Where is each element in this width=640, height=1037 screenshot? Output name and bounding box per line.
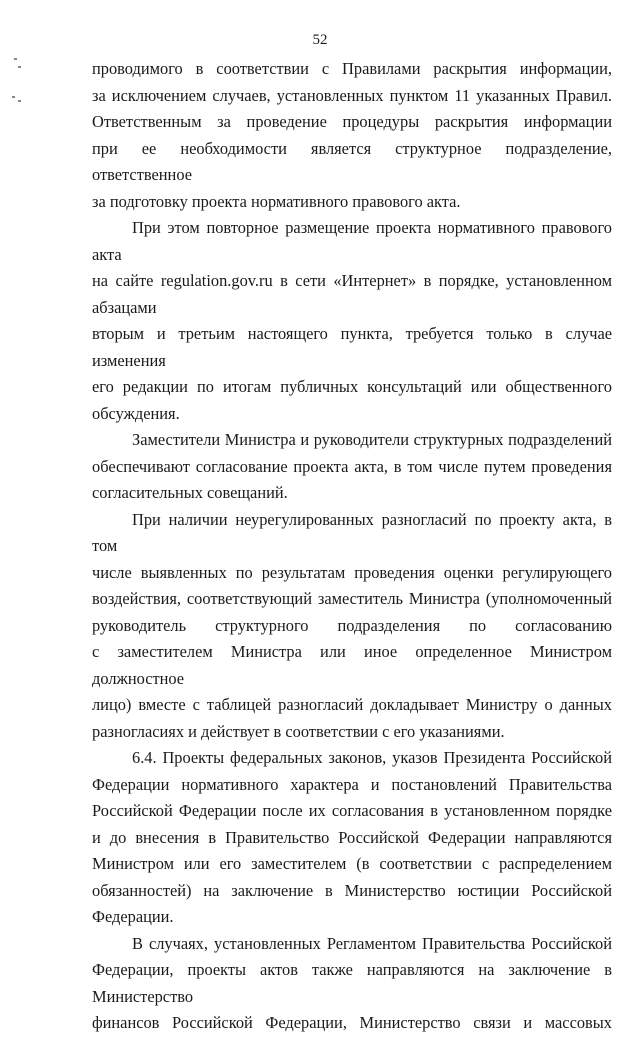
text-line: разногласиях и действует в соответствии с его указаниями. bbox=[92, 721, 505, 741]
text-line: обязанностей) на заключение в Министерство юстиции Российской Федерации. bbox=[92, 880, 612, 926]
text-line: Министром или его заместителем (в соответствии с распределением bbox=[92, 854, 612, 873]
text-line: Федерации нормативного характера и постановлений Правительства bbox=[92, 774, 612, 794]
text-line: на сайте regulation.gov.ru в сети «Интернет» в порядке, установленном абзацами bbox=[92, 271, 612, 317]
page-number: 52 bbox=[312, 32, 328, 48]
text-line: финансов Российской Федерации, Министерство связи и массовых bbox=[92, 1013, 612, 1032]
text-line: воздействия, соответствующий заместитель Министра (уполномоченный bbox=[92, 589, 612, 608]
text-line: с заместителем Министра или иное определенное Министром должностное bbox=[92, 642, 612, 688]
text-line: Заместители Министра и руководители структурных подразделений bbox=[132, 430, 612, 449]
document-body bbox=[92, 56, 612, 1037]
text-line: обеспечивают согласование проекта акта, в том числе путем проведения bbox=[92, 456, 612, 476]
text-line: его редакции по итогам публичных консультаций или общественного bbox=[92, 377, 612, 396]
text-line: При этом повторное размещение проекта нормативного правового акта bbox=[92, 218, 612, 264]
text-line: Федерации, проекты актов также направляются на заключение в Министерство bbox=[92, 960, 612, 1006]
text-line: лицо) вместе с таблицей разногласий докладывает Министру о данных bbox=[92, 695, 612, 714]
text-line: согласительных совещаний. bbox=[92, 483, 288, 502]
text-line: Российской Федерации после их согласования в установленном порядке bbox=[92, 801, 612, 820]
text-line: вторым и третьим настоящего пункта, требуется только в случае изменения bbox=[92, 324, 612, 370]
scan-mark bbox=[12, 96, 15, 98]
text-line: при ее необходимости является структурное подразделение, ответственное bbox=[92, 138, 612, 184]
scan-mark bbox=[18, 66, 21, 68]
text-line: числе выявленных по результатам проведения оценки регулирующего bbox=[92, 562, 612, 582]
text-line: 6.4. Проекты федеральных законов, указов Президента Российской bbox=[132, 748, 612, 767]
text-line: и до внесения в Правительство Российской Федерации направляются bbox=[92, 827, 612, 847]
text-line: Ответственным за проведение процедуры раскрытия информации bbox=[92, 112, 612, 131]
text-line: за исключением случаев, установленных пунктом 11 указанных Правил. bbox=[92, 85, 612, 105]
scan-mark bbox=[18, 100, 21, 102]
text-line: руководитель структурного подразделения по согласованию bbox=[92, 615, 612, 635]
scan-mark bbox=[14, 58, 17, 60]
text-line: проводимого в соответствии с Правилами раскрытия информации, bbox=[92, 59, 612, 78]
text-line: за подготовку проекта нормативного правового акта. bbox=[92, 191, 461, 211]
text-line: При наличии неурегулированных разногласий по проекту акта, в том bbox=[92, 509, 612, 555]
text-line: обсуждения. bbox=[92, 403, 180, 423]
text-line: В случаях, установленных Регламентом Правительства Российской bbox=[132, 933, 612, 953]
